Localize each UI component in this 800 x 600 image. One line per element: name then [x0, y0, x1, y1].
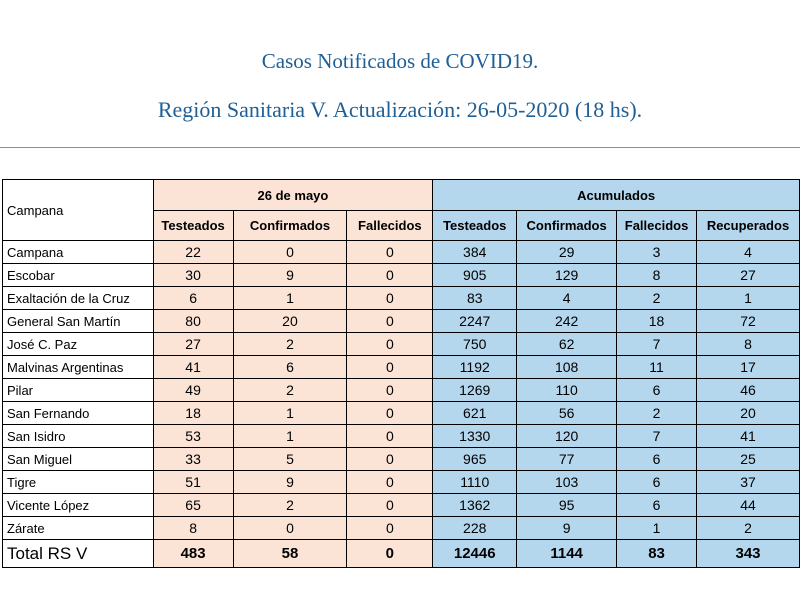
table-cell: 1	[617, 517, 697, 540]
col-header: Fallecidos	[617, 211, 697, 241]
table-cell: 44	[697, 494, 800, 517]
table-row	[3, 494, 800, 517]
corner-label: Campana	[3, 180, 154, 241]
table-cell: 0	[347, 494, 433, 517]
title-line-2: Región Sanitaria V. Actualización: 26-05-2020 (18 hs).	[157, 97, 643, 122]
table-cell: 1110	[433, 471, 517, 494]
row-label: San Isidro	[3, 425, 154, 448]
table-cell: 4	[697, 241, 800, 264]
col-header: Confirmados	[233, 211, 347, 241]
table-cell: 0	[233, 517, 347, 540]
col-header: Fallecidos	[347, 211, 433, 241]
table-cell: 6	[617, 379, 697, 402]
row-label: Malvinas Argentinas	[3, 356, 154, 379]
table-cell: 965	[433, 448, 517, 471]
table-cell: 0	[347, 540, 433, 568]
table-cell: 4	[517, 287, 617, 310]
table-cell: 20	[233, 310, 347, 333]
table-cell: 30	[153, 264, 233, 287]
table-cell: 1362	[433, 494, 517, 517]
group-header-day: 26 de mayo	[153, 180, 433, 211]
table-cell: 1	[697, 287, 800, 310]
table-cell: 129	[517, 264, 617, 287]
table-cell: 37	[697, 471, 800, 494]
table-cell: 95	[517, 494, 617, 517]
row-label: San Fernando	[3, 402, 154, 425]
group-header-accumulated: Acumulados	[433, 180, 800, 211]
table-cell: 750	[433, 333, 517, 356]
table-cell: 2	[617, 287, 697, 310]
table-cell: 12446	[433, 540, 517, 568]
table-cell: 25	[697, 448, 800, 471]
table-cell: 0	[347, 425, 433, 448]
table-row	[3, 310, 800, 333]
table-cell: 1330	[433, 425, 517, 448]
table-cell: 72	[697, 310, 800, 333]
row-label: Escobar	[3, 264, 154, 287]
table-cell: 83	[617, 540, 697, 568]
table-row	[3, 379, 800, 402]
table-cell: 110	[517, 379, 617, 402]
title-divider	[0, 147, 800, 148]
table-cell: 0	[347, 310, 433, 333]
table-cell: 62	[517, 333, 617, 356]
table-cell: 1192	[433, 356, 517, 379]
table-cell: 1	[233, 402, 347, 425]
table-cell: 0	[347, 402, 433, 425]
row-label: Vicente López	[3, 494, 154, 517]
table-cell: 6	[617, 448, 697, 471]
table-cell: 2	[233, 379, 347, 402]
table-cell: 27	[153, 333, 233, 356]
table-row	[3, 402, 800, 425]
table-row	[3, 287, 800, 310]
table-cell: 83	[433, 287, 517, 310]
col-header: Confirmados	[517, 211, 617, 241]
row-label: Tigre	[3, 471, 154, 494]
row-label: General San Martín	[3, 310, 154, 333]
table-cell: 1	[233, 425, 347, 448]
table-cell: 6	[617, 494, 697, 517]
table-cell: 0	[347, 333, 433, 356]
table-cell: 9	[517, 517, 617, 540]
table-cell: 3	[617, 241, 697, 264]
table-cell: 9	[233, 471, 347, 494]
table-cell: 22	[153, 241, 233, 264]
table-cell: 77	[517, 448, 617, 471]
table-cell: 56	[517, 402, 617, 425]
table-cell: 103	[517, 471, 617, 494]
table-cell: 0	[233, 241, 347, 264]
table-row	[3, 448, 800, 471]
table-row	[3, 425, 800, 448]
table-cell: 6	[617, 471, 697, 494]
table-row	[3, 356, 800, 379]
table-cell: 483	[153, 540, 233, 568]
table-cell: 0	[347, 379, 433, 402]
table-cell: 7	[617, 333, 697, 356]
table-cell: 6	[153, 287, 233, 310]
table-cell: 41	[697, 425, 800, 448]
table-cell: 9	[233, 264, 347, 287]
col-header: Recuperados	[697, 211, 800, 241]
table-cell: 0	[347, 287, 433, 310]
title-line-1: Casos Notificados de COVID19.	[261, 49, 539, 73]
row-label: San Miguel	[3, 448, 154, 471]
table-cell: 17	[697, 356, 800, 379]
table-cell: 20	[697, 402, 800, 425]
table-cell: 0	[347, 471, 433, 494]
table-cell: 49	[153, 379, 233, 402]
row-label: José C. Paz	[3, 333, 154, 356]
table-cell: 51	[153, 471, 233, 494]
table-cell: 1144	[517, 540, 617, 568]
table-cell: 0	[347, 356, 433, 379]
table-cell: 8	[153, 517, 233, 540]
table-cell: 0	[347, 448, 433, 471]
covid-cases-table	[2, 179, 800, 568]
table-cell: 29	[517, 241, 617, 264]
table-cell: 0	[347, 264, 433, 287]
table-cell: 2	[233, 333, 347, 356]
table-cell: 228	[433, 517, 517, 540]
table-cell: 53	[153, 425, 233, 448]
table-cell: 1	[233, 287, 347, 310]
col-header: Testeados	[433, 211, 517, 241]
table-cell: 905	[433, 264, 517, 287]
table-cell: 2	[617, 402, 697, 425]
table-row	[3, 241, 800, 264]
table-cell: 2	[697, 517, 800, 540]
table-row	[3, 517, 800, 540]
table-cell: 27	[697, 264, 800, 287]
table-cell: 2	[233, 494, 347, 517]
table-cell: 242	[517, 310, 617, 333]
table-cell: 0	[347, 517, 433, 540]
row-label: Pilar	[3, 379, 154, 402]
table-cell: 343	[697, 540, 800, 568]
table-cell: 46	[697, 379, 800, 402]
table-cell: 0	[347, 241, 433, 264]
table-cell: 65	[153, 494, 233, 517]
table-cell: 120	[517, 425, 617, 448]
table-row	[3, 333, 800, 356]
table-cell: 384	[433, 241, 517, 264]
table-cell: 621	[433, 402, 517, 425]
table-cell: 18	[153, 402, 233, 425]
table-cell: 7	[617, 425, 697, 448]
row-label: Campana	[3, 241, 154, 264]
row-label: Total RS V	[3, 540, 154, 568]
table-cell: 33	[153, 448, 233, 471]
table-row	[3, 264, 800, 287]
table-cell: 11	[617, 356, 697, 379]
table-cell: 108	[517, 356, 617, 379]
table-cell: 41	[153, 356, 233, 379]
table-cell: 5	[233, 448, 347, 471]
row-label: Zárate	[3, 517, 154, 540]
table-cell: 2247	[433, 310, 517, 333]
table-cell: 6	[233, 356, 347, 379]
table-cell: 18	[617, 310, 697, 333]
total-row	[3, 540, 800, 568]
row-label: Exaltación de la Cruz	[3, 287, 154, 310]
table-row	[3, 471, 800, 494]
table-cell: 8	[697, 333, 800, 356]
table-cell: 80	[153, 310, 233, 333]
table-cell: 58	[233, 540, 347, 568]
table-cell: 8	[617, 264, 697, 287]
col-header: Testeados	[153, 211, 233, 241]
table-cell: 1269	[433, 379, 517, 402]
